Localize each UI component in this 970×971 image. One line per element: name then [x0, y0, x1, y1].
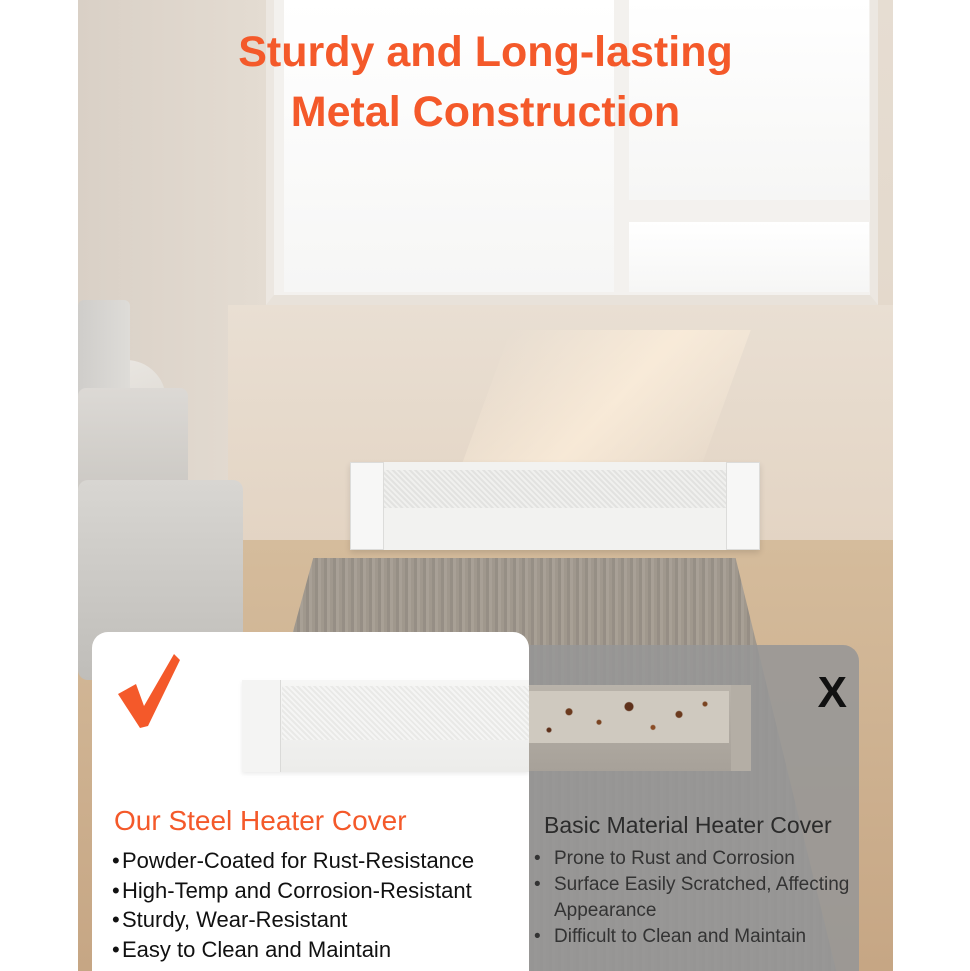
steel-cover-title: Our Steel Heater Cover: [114, 805, 407, 836]
heater-end-cap: [242, 680, 281, 772]
feature-item: • High-Temp and Corrosion-Resistant: [112, 877, 472, 903]
heater-mesh: [282, 686, 529, 740]
x-icon: X: [817, 668, 847, 717]
heater-end-cap: [350, 462, 384, 550]
drawback-item: • Difficult to Clean and Maintain: [534, 926, 807, 947]
baseboard-heater-cover: [350, 462, 760, 550]
checkmark-icon: [114, 650, 184, 730]
headline-line-2: Metal Construction: [290, 88, 681, 136]
window-pane: [629, 222, 869, 292]
heater-end-cap: [731, 685, 751, 771]
headline: [78, 22, 893, 142]
steel-heater-cover-image: [242, 680, 529, 772]
heater-end-cap: [726, 462, 760, 550]
steel-cover-features: [112, 846, 474, 964]
heater-mesh: [384, 470, 726, 508]
headline-line-1: Sturdy and Long-lasting: [238, 28, 733, 76]
feature-item: • Powder-Coated for Rust-Resistance: [112, 848, 475, 873]
basic-cover-card: [529, 645, 859, 971]
drawback-item: • Prone to Rust and Corrosion: [534, 848, 795, 869]
rusty-heater-cover-image: [529, 685, 751, 771]
basic-cover-title: Basic Material Heater Cover: [544, 812, 832, 838]
rust-surface: [529, 691, 729, 743]
drawback-item: • Surface Easily Scratched, Affecting Appearance: [534, 874, 850, 921]
basic-cover-drawbacks: [534, 846, 854, 950]
steel-cover-card: [92, 632, 529, 971]
feature-item: • Easy to Clean and Maintain: [112, 936, 392, 962]
feature-item: • Sturdy, Wear-Resistant: [112, 907, 348, 932]
